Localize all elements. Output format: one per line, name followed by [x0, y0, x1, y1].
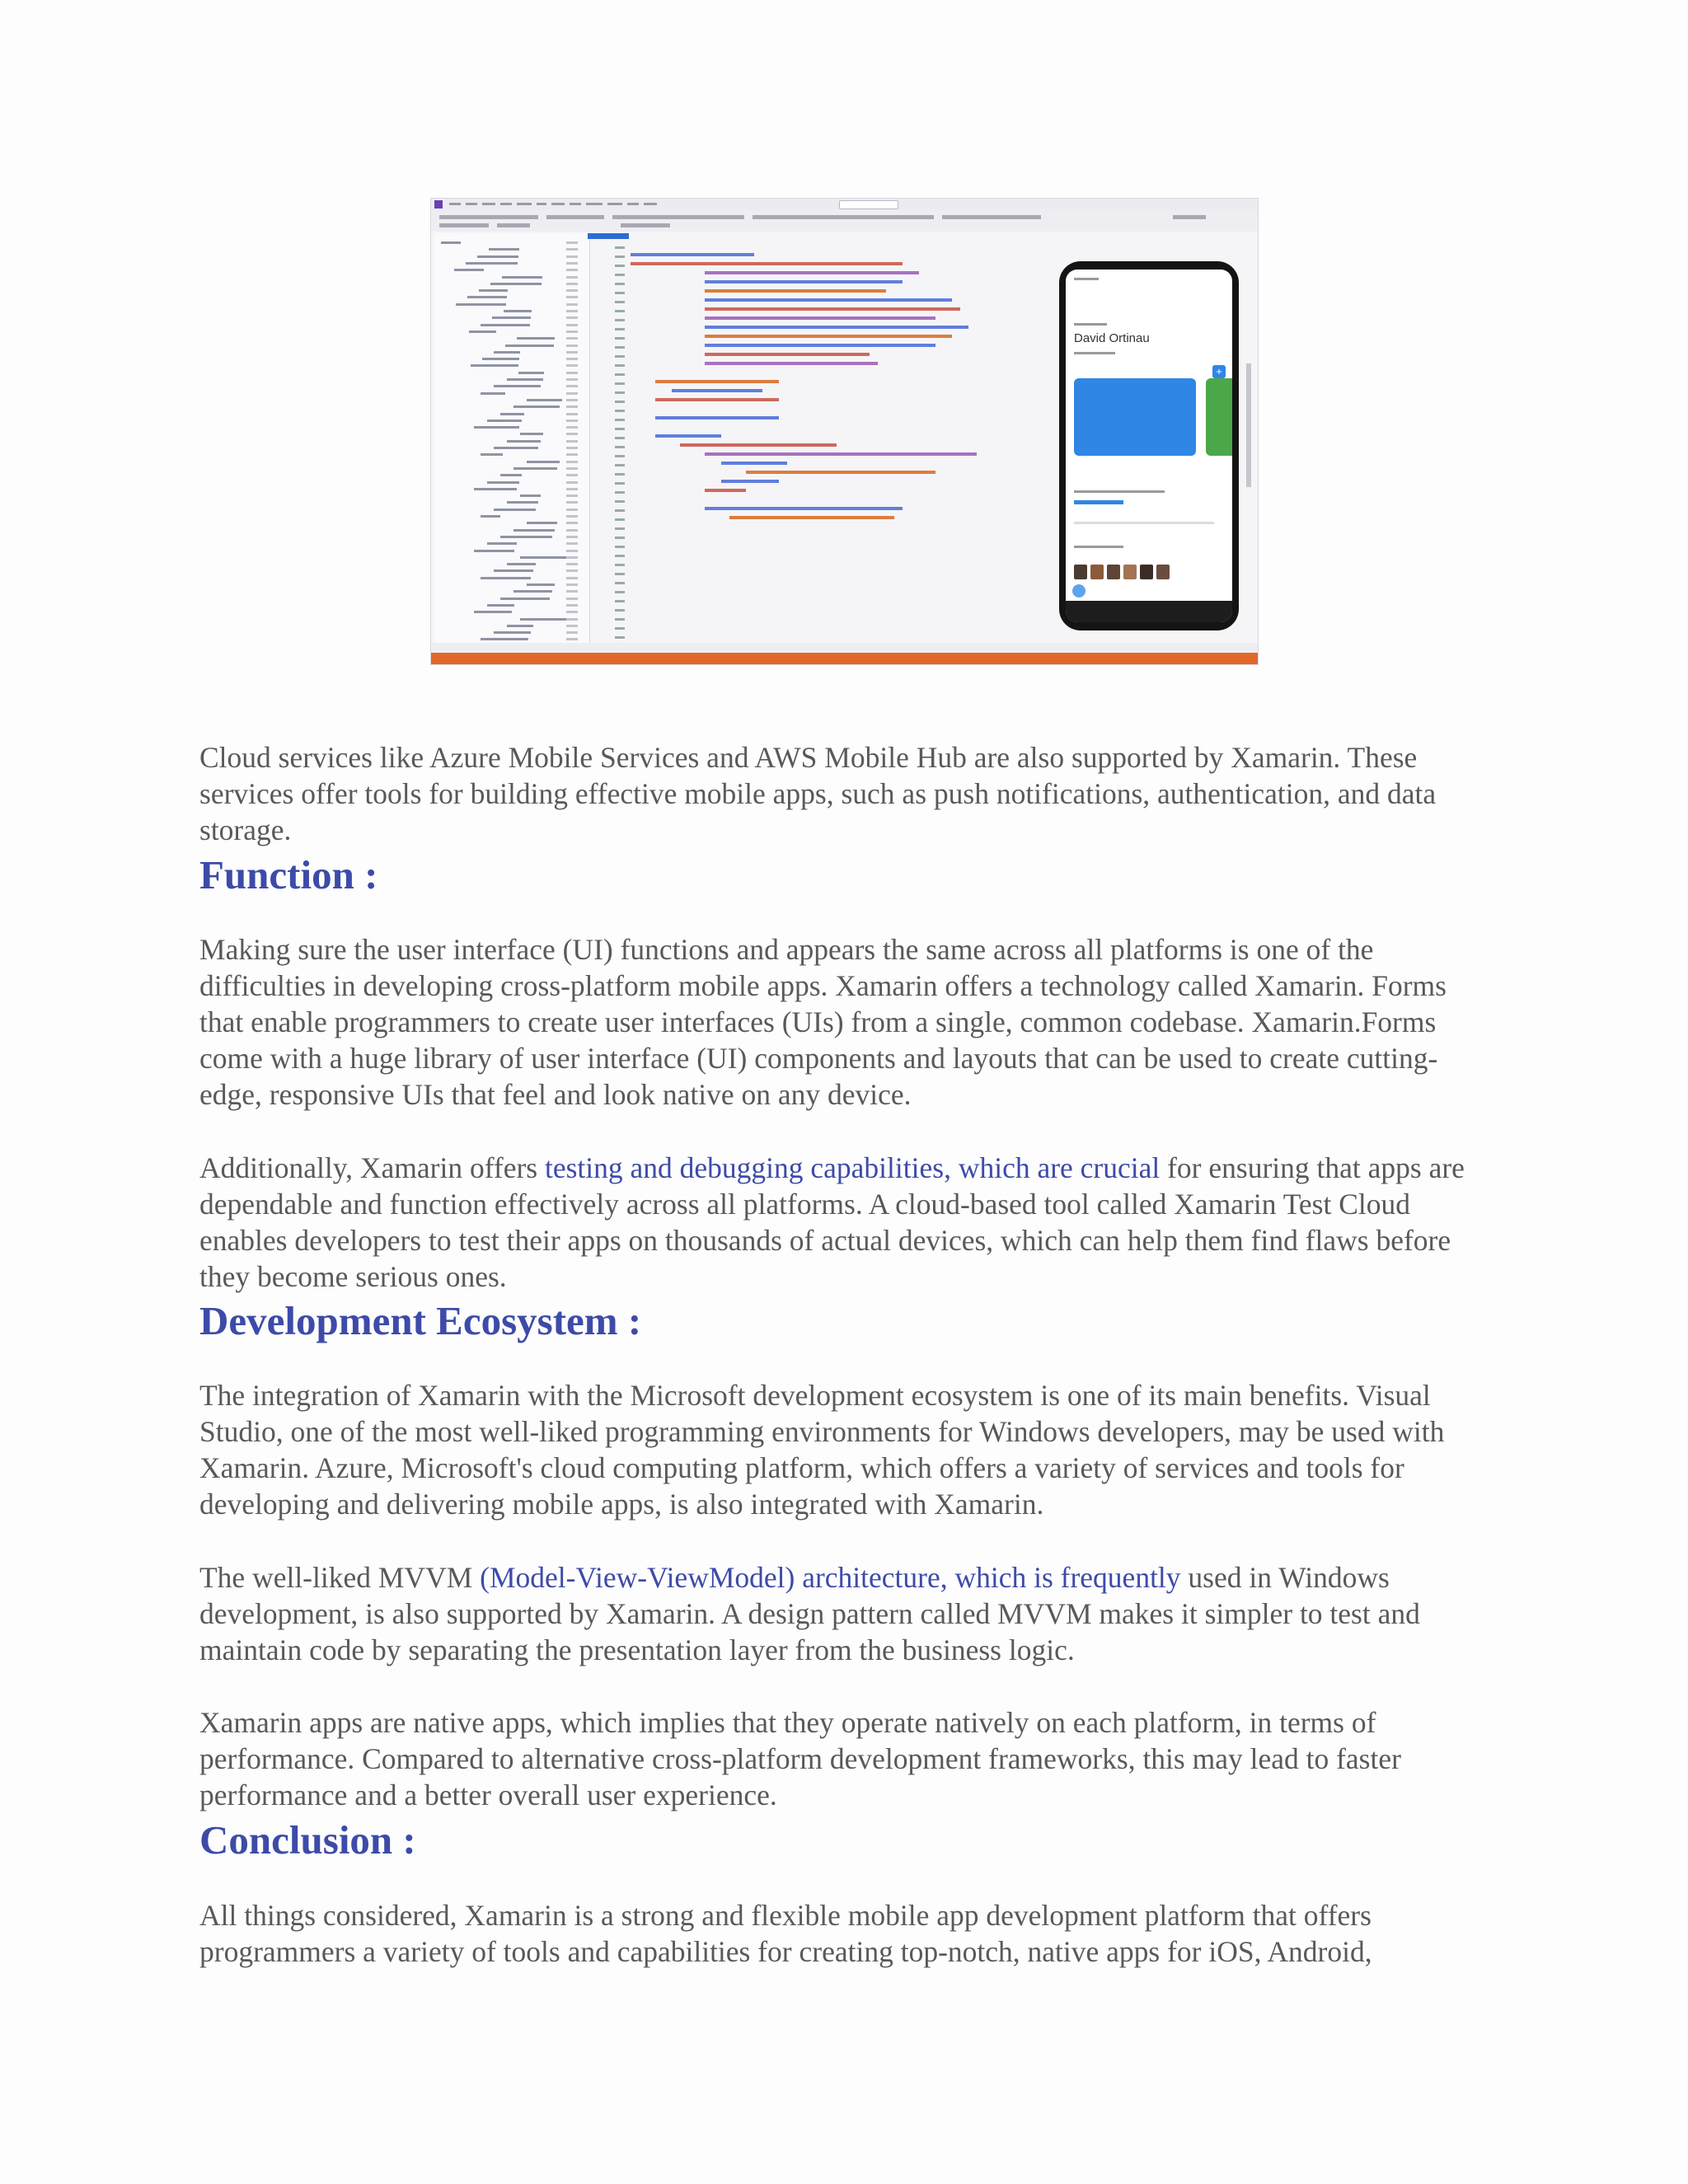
bank-card-secondary: [1206, 378, 1232, 456]
tree-row: [469, 330, 496, 333]
line-number-gutter: [592, 246, 625, 650]
tree-row: [527, 399, 562, 401]
tree-row: [513, 405, 560, 408]
floating-action-icon: [1072, 584, 1085, 598]
tree-row: [527, 583, 555, 586]
paragraph-conclusion: All things considered, Xamarin is a strong and flexible mobile app development platform that offers programmers a variety of tools and capabilities for creating top-notch, native apps for iOS, Android,: [199, 1899, 1372, 1968]
tree-row: [474, 611, 512, 613]
tree-row: [492, 316, 531, 319]
tree-row: [494, 351, 520, 354]
tree-row: [507, 378, 543, 381]
progress-bar: [1074, 500, 1123, 504]
tree-row: [474, 426, 519, 429]
paragraph-mvvm: The well-liked MVVM (Model-View-ViewModel) architecture, which is frequently used in Windows development, is also supported by Xamarin. A design pattern called MVVM makes it simpler to test and maintain code by separating the presentation layer from the business logic.: [199, 1561, 1420, 1666]
tree-row: [520, 618, 569, 621]
tree-row: [481, 577, 531, 579]
tree-row: [481, 324, 530, 326]
ide-output-tabs: [431, 643, 1258, 653]
tree-row: [494, 447, 538, 449]
paragraph-cloud-services: Cloud services like Azure Mobile Services and AWS Mobile Hub are also supported by Xamarin. These services offer tools for building effective mobile apps, such as push notifications, authentication, and data storage.: [199, 741, 1437, 846]
tree-row: [494, 569, 533, 572]
tree-row: [487, 419, 522, 422]
xaml-code-editor: [631, 253, 1059, 657]
ide-toolbar: [431, 210, 1258, 232]
tree-row: [474, 488, 517, 490]
tree-row: [520, 556, 571, 559]
tree-row: [513, 529, 555, 532]
tree-row: [487, 604, 514, 607]
tree-row: [513, 467, 557, 470]
tree-row: [500, 413, 524, 415]
tree-row: [466, 262, 518, 265]
tree-row: [487, 481, 519, 484]
ide-status-bar: [431, 653, 1258, 664]
add-card-icon: +: [1212, 365, 1226, 378]
phone-user-name: David Ortinau: [1074, 331, 1150, 345]
tree-row: [518, 372, 544, 374]
tree-row: [481, 515, 500, 518]
tree-row: [513, 590, 552, 593]
tree-row: [504, 310, 532, 312]
paragraph-testing: Additionally, Xamarin offers testing and debugging capabilities, which are crucial for ensuring that apps are dependable and function effectively across all platforms. A cloud-based tool called Xamarin Test Cloud enables developers to test their apps on thousands of actual devices, which can help them find flaws before they become serious ones.: [199, 1151, 1465, 1293]
link-mvvm-architecture[interactable]: (Model-View-ViewModel) architecture, which is frequently: [480, 1561, 1181, 1594]
tree-row: [500, 474, 522, 476]
tree-row: [507, 625, 533, 627]
paragraph-ui-consistency: Making sure the user interface (UI) functions and appears the same across all platforms is one of the difficulties in developing cross-platform mobile apps. Xamarin offers a technology called Xamarin. Forms that enable programmers to create user interfaces (UIs) from a single, common codebase. Xamarin.Forms come with a huge library of user interface (UI) components and layouts that can be used to create cutting-edge, responsive UIs that feel and look native on any device.: [199, 933, 1447, 1111]
bank-card: [1074, 378, 1196, 456]
android-nav-bar: [1066, 601, 1232, 622]
tree-row: [505, 344, 554, 347]
android-emulator-phone: [1059, 261, 1239, 630]
tree-row: [494, 509, 536, 511]
editor-tab: [588, 233, 629, 239]
ide-scrollbar: [1246, 363, 1251, 487]
tree-row: [500, 536, 552, 538]
tree-row: [487, 542, 517, 545]
link-testing-debugging[interactable]: testing and debugging capabilities, which are crucial: [545, 1151, 1160, 1184]
ide-search-box: [839, 200, 898, 209]
heading-conclusion: Conclusion :: [199, 1817, 416, 1863]
tree-row: [471, 364, 518, 367]
tree-row: [517, 337, 555, 340]
paragraph-native-performance: Xamarin apps are native apps, which implies that they operate natively on each platform, in terms of performance. Compared to alternative cross-platform development frameworks, this may lead to faster performance and a better overall user experience.: [199, 1706, 1401, 1811]
ide-menu-bar: [431, 199, 1258, 210]
heading-development-ecosystem: Development Ecosystem :: [199, 1298, 642, 1343]
tree-row: [494, 631, 531, 634]
tree-row: [456, 303, 506, 306]
tree-row: [454, 269, 484, 271]
tree-row: [527, 461, 560, 463]
phone-screen: [1066, 269, 1232, 622]
tree-row: [482, 358, 519, 360]
tree-row: [507, 501, 538, 504]
solution-explorer-panel: [434, 233, 590, 654]
tree-row: [481, 638, 528, 640]
tree-row: [489, 248, 519, 251]
tree-row: [520, 494, 541, 497]
tree-row: [479, 289, 508, 292]
tree-row: [494, 385, 541, 387]
tree-row: [507, 440, 541, 443]
ide-screenshot-figure: [430, 198, 1259, 665]
tree-row: [467, 296, 507, 298]
heading-function: Function :: [199, 852, 378, 898]
tree-row: [481, 453, 503, 456]
tree-row: [500, 598, 550, 600]
tree-row: [490, 283, 542, 285]
tree-row: [441, 241, 461, 244]
tree-row: [477, 255, 518, 258]
tree-row: [502, 276, 542, 279]
tree-row: [507, 563, 536, 565]
tree-row: [527, 522, 557, 524]
tree-row: [520, 433, 543, 435]
tree-row: [481, 392, 505, 395]
visual-studio-logo: [434, 200, 443, 209]
tree-row: [474, 550, 514, 552]
paragraph-microsoft-integration: The integration of Xamarin with the Microsoft development ecosystem is one of its main benefits. Visual Studio, one of the most well-liked programming environments for Windows developers, may be used with Xamarin. Azure, Microsoft's cloud computing platform, which offers a variety of services and tools for developing and delivering mobile apps, is also integrated with Xamarin.: [199, 1379, 1445, 1521]
